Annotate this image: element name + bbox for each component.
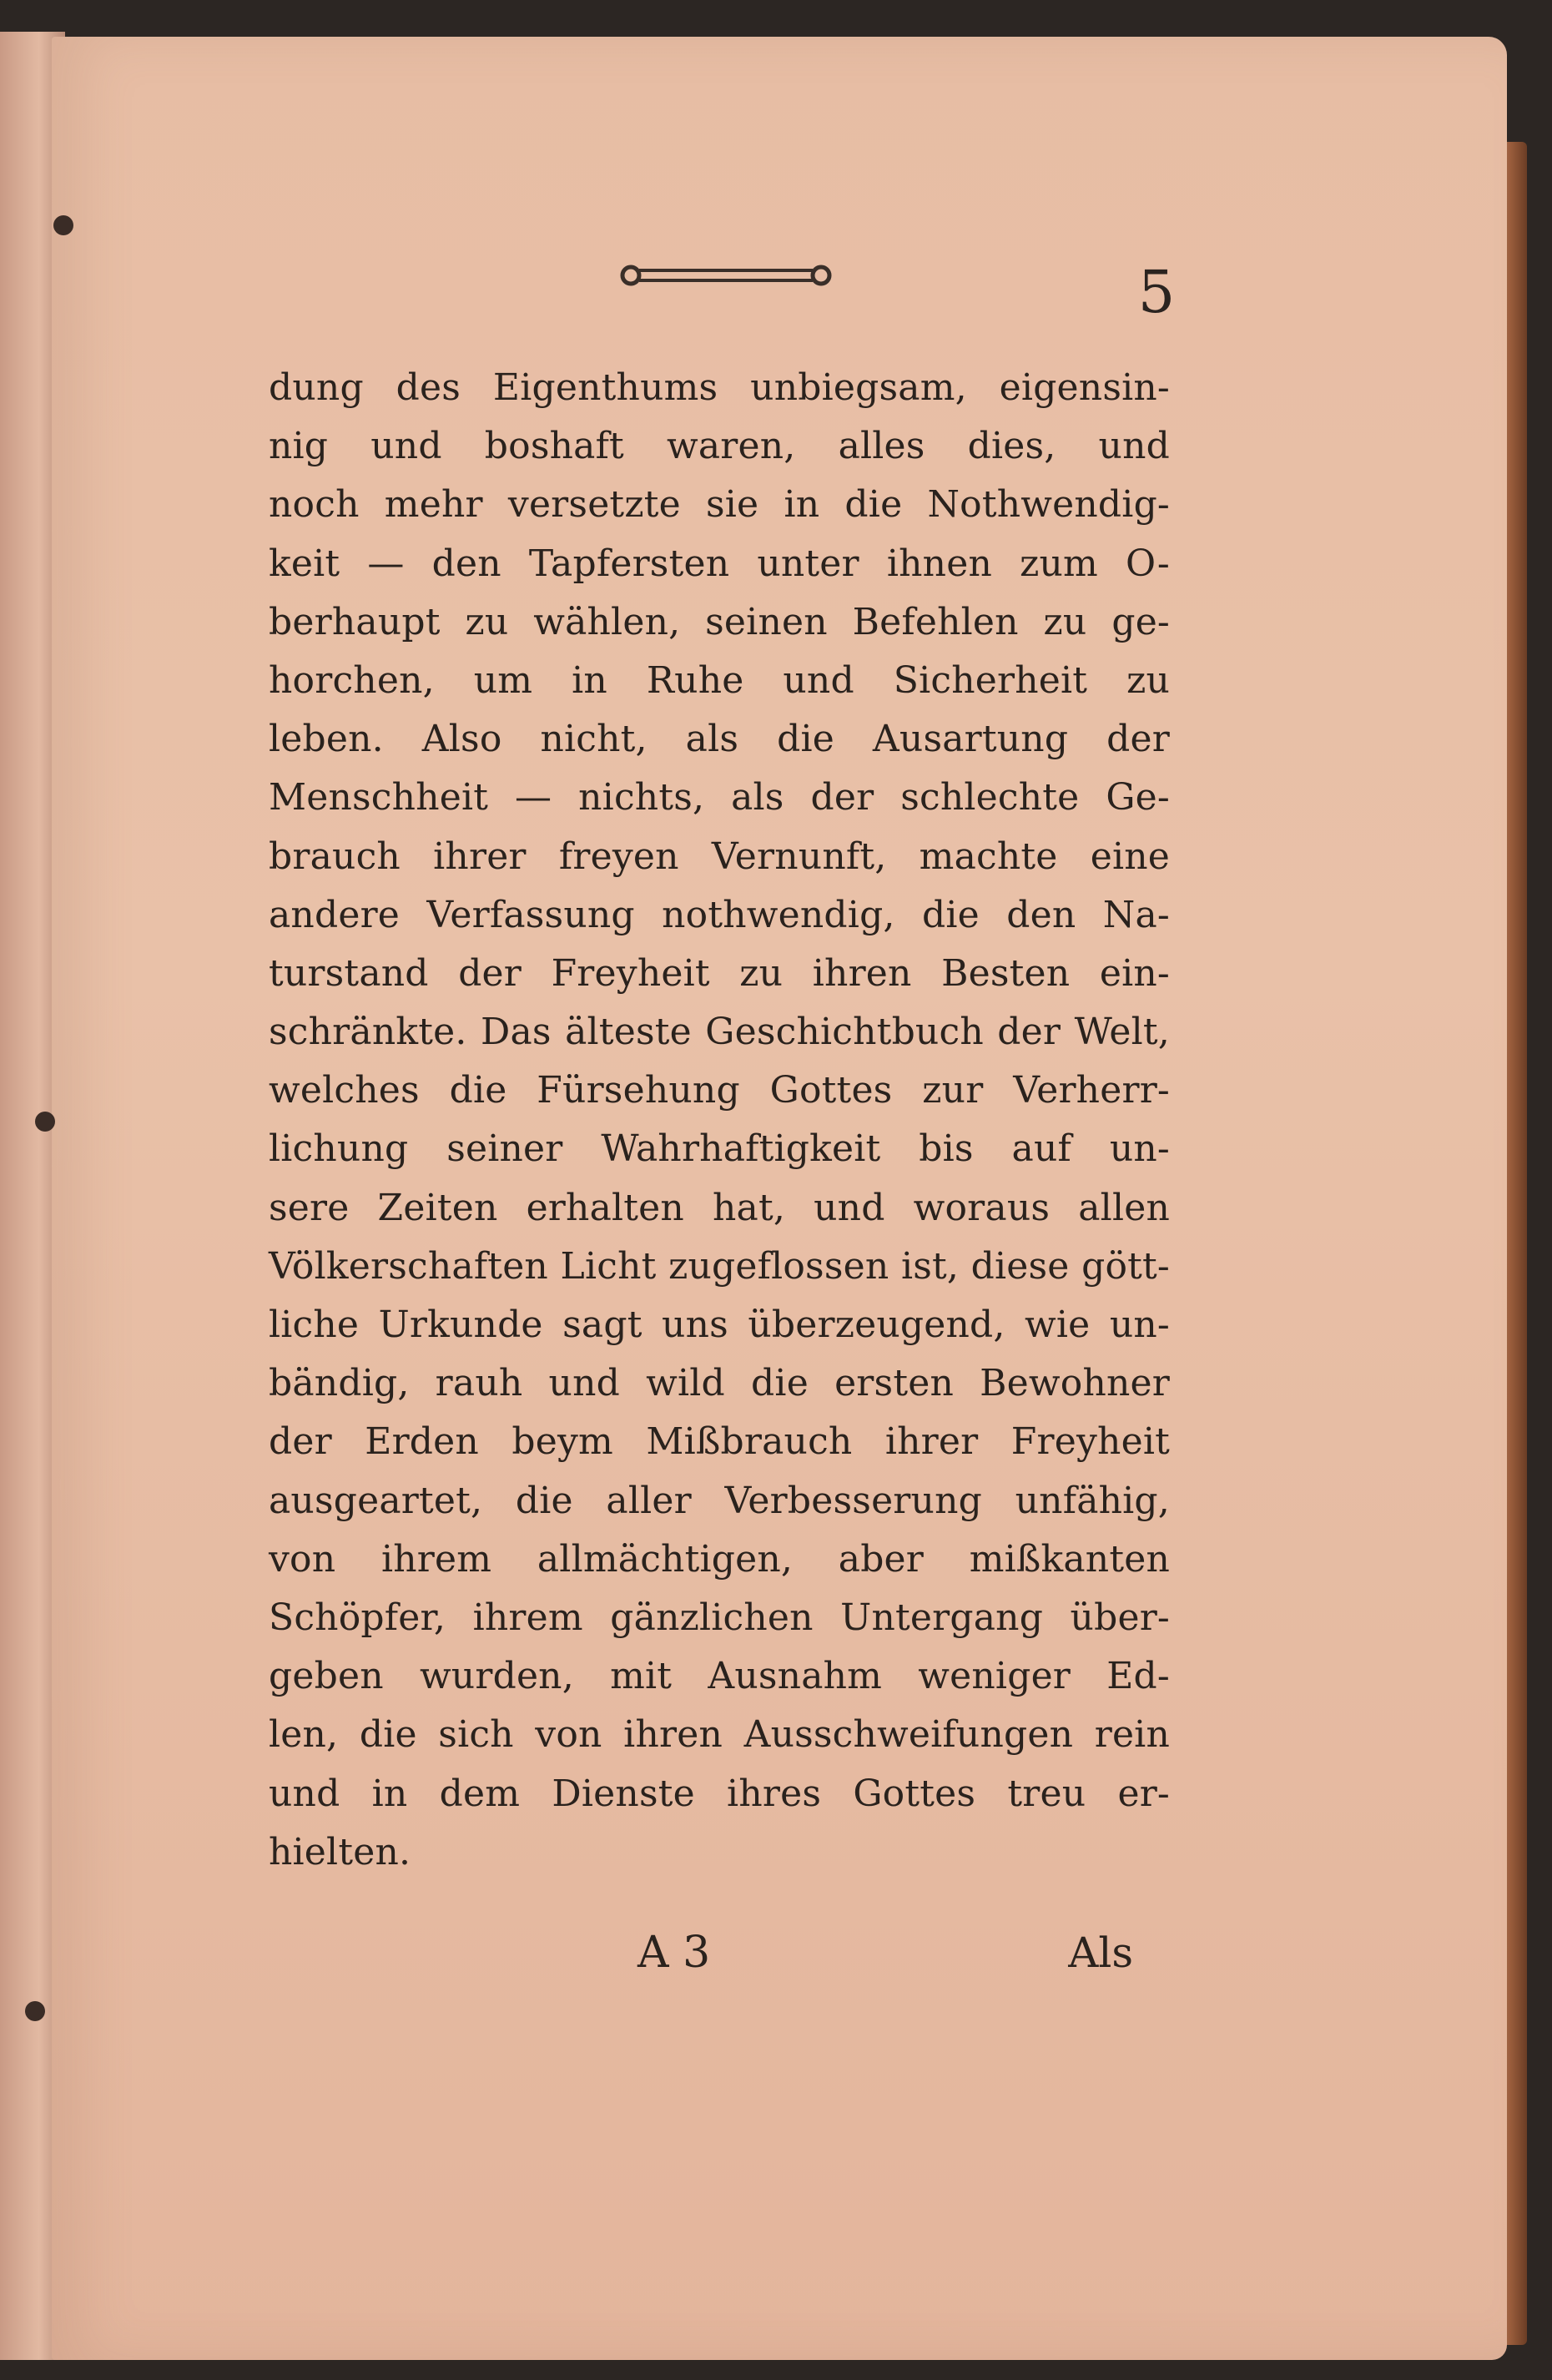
binding-hole [25,2001,45,2021]
text-line: Menschheit — nichts, als der schlechte Ge- [269,776,1170,819]
text-line: len, die sich von ihren Ausschweifungen rein [269,1713,1170,1757]
text-line: turstand der Freyheit zu ihren Besten ein- [269,951,1170,995]
text-line: welches die Fürsehung Gottes zur Verherr- [269,1069,1170,1112]
text-line: berhaupt zu wählen, seinen Befehlen zu ge- [269,600,1170,643]
text-line: brauch ihrer freyen Vernunft, machte eine [269,835,1170,878]
body-text [269,359,1170,1882]
text-line: geben wurden, mit Ausnahm weniger Ed- [269,1655,1170,1698]
text-line: dung des Eigenthums unbiegsam, eigensin- [269,366,1170,409]
text-line: andere Verfassung nothwendig, die den Na- [269,893,1170,936]
text-line: nig und boshaft waren, alles dies, und [269,425,1170,468]
text-line: keit — den Tapfersten unter ihnen zum O- [269,542,1170,585]
catchword: Als [1068,1929,1133,1977]
text-line: Schöpfer, ihrem gänzlichen Untergang über- [269,1596,1170,1639]
page-number: 5 [1137,258,1176,326]
text-line: hielten. [269,1830,411,1873]
text-line: der Erden beym Mißbrauch ihrer Freyheit [269,1420,1170,1464]
text-line: sere Zeiten erhalten hat, und woraus allen [269,1186,1170,1229]
text-line: und in dem Dienste ihres Gottes treu er- [269,1772,1170,1815]
header-ornament [617,259,834,292]
text-line: noch mehr versetzte sie in die Nothwendig- [269,483,1170,527]
signature-mark: A 3 [637,1928,711,1978]
text-line: von ihrem allmächtigen, aber mißkanten [269,1537,1170,1581]
text-line: Völkerschaften Licht zugeflossen ist, diese gött- [269,1244,1170,1288]
binding-hole [35,1112,55,1132]
text-line: liche Urkunde sagt uns überzeugend, wie un- [269,1303,1170,1346]
text-line: leben. Also nicht, als die Ausartung der [269,718,1170,761]
text-line: bändig, rauh und wild die ersten Bewohner [269,1362,1170,1405]
binding-hole [53,215,73,235]
text-line: ausgeartet, die aller Verbesserung unfähig, [269,1479,1170,1522]
text-line: lichung seiner Wahrhaftigkeit bis auf un- [269,1127,1170,1171]
text-line: schränkte. Das älteste Geschichtbuch der Welt, [269,1011,1170,1054]
text-line: horchen, um in Ruhe und Sicherheit zu [269,658,1170,702]
